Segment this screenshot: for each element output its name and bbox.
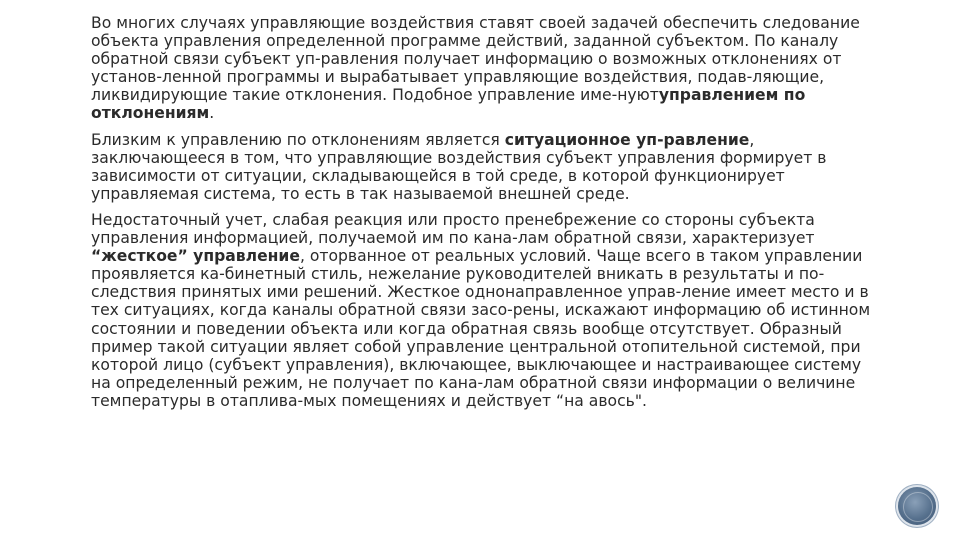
badge-ring	[903, 492, 933, 522]
paragraph-2	[91, 131, 881, 203]
paragraph-1-text: Во многих случаях управляющие воздействия ставят своей задачей обеспечить следование объекта управления определенной программе действий, заданной субъектом. По каналу обратной связи субъект уп-равления получает информацию о возможных отклонениях от установ-ленной программы и вырабатывает управляющие воздействия, подав-ляющие, ликвидирующие такие отклонения. Подобное управление име-нуют	[91, 14, 860, 105]
slide-badge-icon	[898, 487, 936, 525]
paragraph-3-end: , оторванное от реальных условий. Чаще всего в таком управлении проявляется ка-бинетный стиль, нежелание руководителей вникать в результаты и по-следствия принятых ими решений. Жесткое однонаправленное управ-ление имеет место и в тех ситуациях, когда каналы обратной связи засо-рены, искажают информацию об истинном состоянии и поведении объекта или когда обратная связь вообще отсутствует. Образный пример такой ситуации являет собой управление центральной отопительной системой, при которой лицо (субъект управления), включающее, выключающее и настраивающее систему на определенный режим, не получает по кана-лам обратной связи информации о величине температуры в отаплива-мых помещениях и действует “на авось".	[91, 247, 871, 410]
term-rigid-control: “жесткое” управление	[91, 247, 300, 266]
term-deviation-control: управлением по отклонениям	[91, 86, 806, 123]
paragraph-1-end: .	[209, 104, 215, 123]
slide-text	[91, 14, 881, 410]
paragraph-2-text: Близким к управлению по отклонениям является	[91, 130, 505, 149]
paragraph-3-text: Недостаточный учет, слабая реакция или просто пренебрежение со стороны субъекта управления информацией, получаемой им по кана-лам обратной связи, характеризует	[91, 210, 815, 248]
paragraph-1	[91, 14, 881, 123]
paragraph-3	[91, 211, 881, 410]
term-situational-control: ситуационное уп-равление	[504, 130, 750, 149]
paragraph-2-end: , заключающееся в том, что управляющие воздействия субъект управления формирует в зависимости от ситуации, складывающейся в той среде, в которой функционирует управляемая система, то есть в так называемой внешней среде.	[91, 130, 827, 203]
